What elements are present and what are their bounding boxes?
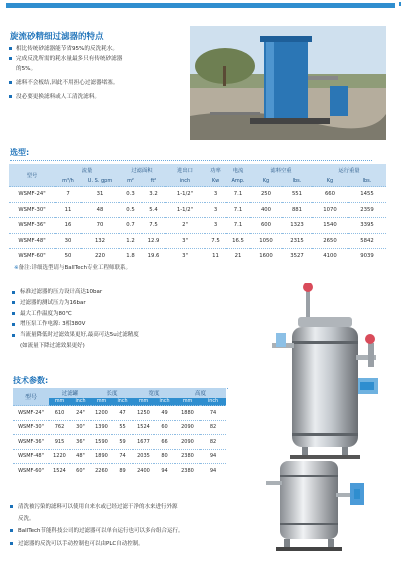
value-cell: 2" — [165, 218, 205, 234]
note-mark: ※ — [14, 265, 19, 271]
value-cell: 0.7 — [119, 218, 142, 234]
tech-unit: mm — [133, 398, 154, 406]
value-cell: 1890 — [91, 449, 112, 464]
value-cell: 36" — [70, 435, 91, 450]
unit-header: Kw — [211, 178, 220, 184]
tech-heading — [13, 375, 48, 386]
selection-row — [9, 249, 386, 264]
selection-row — [9, 202, 386, 218]
tech-row — [13, 449, 226, 464]
bottom-bullet: BallTech节能科技公司的过滤器可以单台运行也可以多台组合运行。 — [10, 525, 265, 537]
value-cell: 82 — [200, 420, 226, 435]
features-title: 旋流砂精细过滤器的特点 — [10, 32, 104, 42]
value-cell: 1200 — [91, 406, 112, 421]
value-cell: 94 — [200, 464, 226, 478]
col-header-run-weight: 运行重量 — [338, 168, 360, 174]
value-cell: 1590 — [91, 435, 112, 450]
product-photo — [190, 26, 386, 140]
selection-heading — [10, 147, 29, 158]
selection-table — [9, 164, 386, 264]
value-cell: 250 — [250, 187, 282, 203]
unit-header: lbs. — [362, 178, 372, 184]
col-header-power: 功率 — [210, 168, 221, 174]
value-cell: 1880 — [175, 406, 200, 421]
unit-header: Kg — [262, 178, 270, 184]
value-cell: 610 — [49, 406, 70, 421]
value-cell: 30 — [55, 233, 81, 249]
feature-list — [9, 44, 194, 102]
value-cell: 1390 — [91, 420, 112, 435]
value-cell: 3 — [205, 218, 226, 234]
value-cell: 24" — [70, 406, 91, 421]
tech-row — [13, 406, 226, 421]
feature-item-cont: 的5%。 — [16, 66, 37, 72]
value-cell: 2650 — [312, 233, 348, 249]
value-cell: 16.5 — [226, 233, 250, 249]
model-cell: WSMF-60" — [13, 464, 49, 478]
model-cell: WSMF-36" — [9, 218, 55, 234]
value-cell: 1.2 — [119, 233, 142, 249]
selection-row — [9, 187, 386, 203]
spec-bullet: 增压泵工作电源: 3相380V — [12, 319, 262, 330]
value-cell: 1050 — [250, 233, 282, 249]
spec-bullet: 当流量降低时过滤效果更好,最高可达5u过滤精度 — [12, 330, 262, 341]
value-cell: 1600 — [250, 249, 282, 264]
value-cell: 94 — [200, 449, 226, 464]
value-cell: 55 — [112, 420, 133, 435]
col-header-area: 过滤面积 — [131, 168, 153, 174]
value-cell: 132 — [81, 233, 119, 249]
unit-header: lbs. — [292, 178, 302, 184]
value-cell: 2380 — [175, 464, 200, 478]
top-accent-bar — [6, 3, 395, 8]
unit-header: ft² — [150, 178, 157, 184]
value-cell: 1524 — [49, 464, 70, 478]
value-cell: 82 — [200, 435, 226, 450]
value-cell: 551 — [282, 187, 312, 203]
value-cell: 48" — [70, 449, 91, 464]
value-cell: 49 — [154, 406, 175, 421]
feature-item: 没必要更换滤料或人工清洗滤料。 — [9, 92, 194, 102]
col-header-model: 型号 — [26, 173, 38, 179]
value-cell: 1323 — [282, 218, 312, 234]
value-cell: 3395 — [348, 218, 386, 234]
value-cell: 31 — [81, 187, 119, 203]
selection-heading-text: 选型: — [10, 148, 30, 157]
value-cell: 3" — [165, 233, 205, 249]
value-cell: 89 — [112, 464, 133, 478]
value-cell: 0.3 — [119, 187, 142, 203]
value-cell: 59 — [112, 435, 133, 450]
tech-unit: inch — [200, 398, 226, 406]
selection-heading-rule — [10, 160, 372, 161]
value-cell: 400 — [250, 202, 282, 218]
value-cell: 2359 — [348, 202, 386, 218]
tech-col-width: 宽度 — [148, 391, 160, 397]
value-cell: 1250 — [133, 406, 154, 421]
value-cell: 7.5 — [205, 233, 226, 249]
spec-bullet: 最大工作温度为80℃ — [12, 309, 262, 320]
value-cell: 5842 — [348, 233, 386, 249]
value-cell: 2315 — [282, 233, 312, 249]
tech-unit: mm — [49, 398, 70, 406]
tech-heading-text: 技术参数: — [13, 376, 49, 385]
bottom-bullet: 清洗被污染的滤料可以使用自来水或已经过滤干净的水来进行外源 — [10, 501, 265, 513]
value-cell: 881 — [282, 202, 312, 218]
unit-header: m² — [127, 178, 134, 184]
spec-bullet: 标准过滤器的压力设计高达10bar — [12, 287, 262, 298]
value-cell: 11 — [205, 249, 226, 264]
value-cell: 1455 — [348, 187, 386, 203]
model-cell: WSMF-24" — [9, 187, 55, 203]
feature-item: 滤料不会板结,因此不用担心过滤器堵塞。 — [9, 78, 194, 88]
value-cell: 47 — [112, 406, 133, 421]
value-cell: 1-1/2" — [165, 202, 205, 218]
value-cell: 74 — [112, 449, 133, 464]
value-cell: 2090 — [175, 435, 200, 450]
note-text: 备注:详细选型请与BallTech专业工程师联系。 — [18, 265, 131, 271]
value-cell: 19.6 — [142, 249, 165, 264]
selection-row — [9, 218, 386, 234]
value-cell: 1070 — [312, 202, 348, 218]
value-cell: 5.4 — [142, 202, 165, 218]
model-cell: WSMF-30" — [9, 202, 55, 218]
unit-header: inch — [179, 178, 191, 184]
value-cell: 600 — [250, 218, 282, 234]
spec-bullet-cont: (如流量下降过滤效果更好) — [20, 342, 85, 349]
tech-col-tank: 过滤罐 — [61, 391, 79, 397]
selection-row — [9, 233, 386, 249]
value-cell: 3 — [205, 187, 226, 203]
value-cell: 21 — [226, 249, 250, 264]
value-cell: 2260 — [91, 464, 112, 478]
model-cell: WSMF-60" — [9, 249, 55, 264]
value-cell: 3527 — [282, 249, 312, 264]
value-cell: 7.1 — [226, 187, 250, 203]
value-cell: 762 — [49, 420, 70, 435]
value-cell: 7.5 — [142, 218, 165, 234]
spec-bullet: 过滤器的测试压力为16bar — [12, 298, 262, 309]
tech-col-model: 型号 — [24, 394, 37, 401]
tech-row — [13, 420, 226, 435]
value-cell: 1677 — [133, 435, 154, 450]
value-cell: 4100 — [312, 249, 348, 264]
bottom-bullet: 过滤器的反洗可以手动控制也可以由PLC自动控制。 — [10, 538, 265, 550]
value-cell: 30" — [70, 420, 91, 435]
model-cell: WSMF-48" — [13, 449, 49, 464]
value-cell: 1-1/2" — [165, 187, 205, 203]
unit-header: U. S. gpm — [87, 178, 113, 184]
col-header-inlet: 进出口 — [177, 168, 193, 174]
value-cell: 3.2 — [142, 187, 165, 203]
tech-col-length: 长度 — [106, 391, 118, 397]
value-cell: 7.1 — [226, 218, 250, 234]
value-cell: 48 — [81, 202, 119, 218]
model-cell: WSMF-30" — [13, 420, 49, 435]
value-cell: 94 — [154, 464, 175, 478]
value-cell: 9039 — [348, 249, 386, 264]
tech-row — [13, 435, 226, 450]
tech-table — [13, 388, 226, 478]
selection-note — [14, 263, 131, 271]
value-cell: 1540 — [312, 218, 348, 234]
value-cell: 70 — [81, 218, 119, 234]
model-cell: WSMF-24" — [13, 406, 49, 421]
col-header-current: 电流 — [232, 168, 244, 174]
value-cell: 74 — [200, 406, 226, 421]
value-cell: 60 — [154, 420, 175, 435]
unit-header: m³/h — [62, 178, 74, 184]
tech-unit: mm — [91, 398, 112, 406]
tech-unit: inch — [112, 398, 133, 406]
tech-unit: inch — [70, 398, 91, 406]
col-header-flow: 流量 — [81, 168, 93, 174]
value-cell: 3 — [205, 202, 226, 218]
unit-header: Amp. — [231, 178, 245, 184]
value-cell: 2380 — [175, 449, 200, 464]
value-cell: 660 — [312, 187, 348, 203]
tech-unit: mm — [175, 398, 200, 406]
value-cell: 11 — [55, 202, 81, 218]
value-cell: 915 — [49, 435, 70, 450]
tech-col-height: 高度 — [194, 391, 206, 397]
unit-header: Kg — [326, 178, 334, 184]
model-cell: WSMF-36" — [13, 435, 49, 450]
value-cell: 1220 — [49, 449, 70, 464]
filter-diagram — [262, 283, 384, 553]
value-cell: 50 — [55, 249, 81, 264]
value-cell: 2090 — [175, 420, 200, 435]
value-cell: 3" — [165, 249, 205, 264]
tech-unit: inch — [154, 398, 175, 406]
value-cell: 7 — [55, 187, 81, 203]
bottom-bullets — [10, 501, 265, 550]
value-cell: 66 — [154, 435, 175, 450]
model-cell: WSMF-48" — [9, 233, 55, 249]
value-cell: 60" — [70, 464, 91, 478]
value-cell: 2400 — [133, 464, 154, 478]
value-cell: 16 — [55, 218, 81, 234]
col-header-empty-weight: 滤料空重 — [270, 168, 292, 174]
value-cell: 7.1 — [226, 202, 250, 218]
feature-item: 完成反洗所需的耗水量最多只有传统砂滤器 — [9, 54, 194, 64]
tech-row — [13, 464, 226, 478]
value-cell: 80 — [154, 449, 175, 464]
value-cell: 1524 — [133, 420, 154, 435]
bottom-bullet-cont: 反洗。 — [18, 516, 35, 523]
spec-bullets — [12, 287, 262, 352]
value-cell: 12.9 — [142, 233, 165, 249]
value-cell: 220 — [81, 249, 119, 264]
feature-item: 相比传统砂滤器能节省95%的反洗耗水。 — [9, 44, 194, 54]
value-cell: 1.8 — [119, 249, 142, 264]
value-cell: 0.5 — [119, 202, 142, 218]
value-cell: 2035 — [133, 449, 154, 464]
